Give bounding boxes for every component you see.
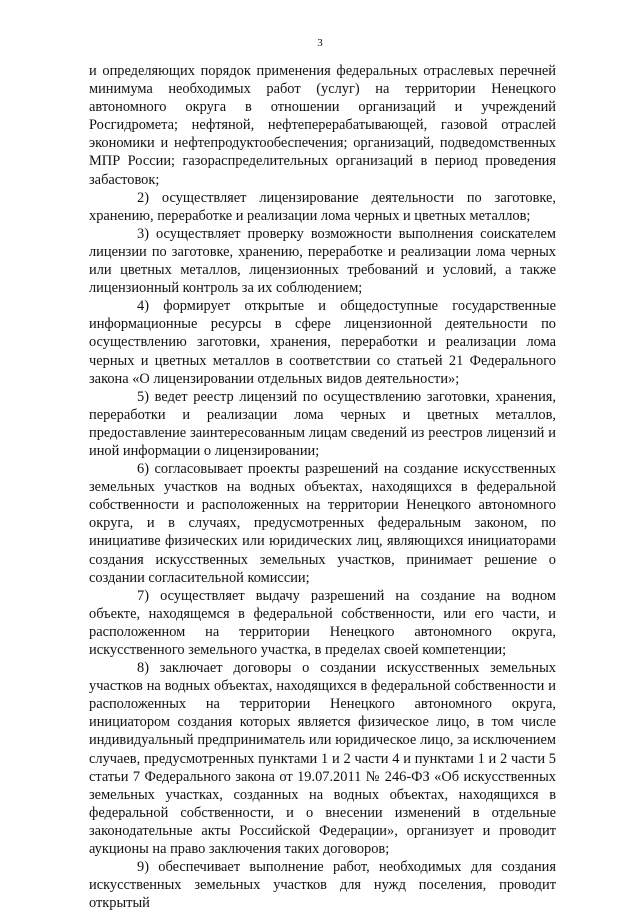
paragraph-item-5: 5) ведет реестр лицензий по осуществлению заготовки, хранения, переработки и реализации лома черных и цветных металлов, предоставление заинтересованным лицам сведений из реестров лицензий и иной информации о лицензировании; [89, 388, 556, 459]
paragraph-item-3: 3) осуществляет проверку возможности выполнения соискателем лицензии по заготовке, хранению, переработке и реализации лома черных или цветных металлов, лицензионных требований и условий, а также лицензионный контроль за их соблюдением; [89, 225, 556, 297]
paragraph-item-9: 9) обеспечивает выполнение работ, необходимых для создания искусственных земельных участков для нужд поселения, проводит открытый [89, 859, 556, 912]
paragraph-continuation: и определяющих порядок применения федеральных отраслевых перечней минимума необходимых работ (услуг) на территории Ненецкого автономного округа в отношении организаций и учреждений Росгидромета; нефтяной, нефтеперерабатывающей, газовой отраслей экономики и нефтепродуктообеспечения; организаций, подведомственных МПР России; газораспределительных организаций в период проведения забастовок; [89, 63, 556, 188]
paragraph-item-7: 7) осуществляет выдачу разрешений на создание на водном объекте, находящемся в федеральной собственности, или его части, и расположенном на территории Ненецкого автономного округа, искусственного земельного участка, в пределах своей компетенции; [89, 587, 556, 658]
paragraph-item-8: 8) заключает договоры о создании искусственных земельных участков на водных объектах, находящихся в федеральной собственности и расположенных на территории Ненецкого автономного округа, инициатором создания которых является физическое лицо, в том числе индивидуальный предприниматель или юридическое лицо, за исключением случаев, предусмотренных пунктами 1 и 2 части 4 и пунктами 1 и 2 части 5 статьи 7 Федерального закона от 19.07.2011 № 246-ФЗ «Об искусственных земельных участках, созданных на водных объектах, находящихся в федеральной собственности, и о внесении изменений в отдельные законодательные акты Российской Федерации», организует и проводит аукционы на право заключения таких договоров; [89, 660, 556, 858]
paragraph-item-6: 6) согласовывает проекты разрешений на создание искусственных земельных участков на водных объектах, находящихся в федеральной собственности и расположенных на территории Ненецкого автономного округа, и в случаях, предусмотренных федеральным законом, по инициативе физических или юридических лиц, являющихся инициаторами создания искусственных земельных участков, принимает решение о создании согласительной комиссии; [89, 461, 556, 586]
page-number: 3 [317, 37, 323, 49]
paragraph-item-2: 2) осуществляет лицензирование деятельности по заготовке, хранению, переработке и реализации лома черных и цветных металлов; [89, 189, 556, 224]
paragraph-item-4: 4) формирует открытые и общедоступные государственные информационные ресурсы в сфере лицензионной деятельности по осуществлению заготовки, хранения, переработки и реализации лома черных и цветных металлов в соответствии со статьей 21 Федерального закона «О лицензировании отдельных видов деятельности»; [89, 298, 556, 387]
document-body [89, 62, 556, 912]
